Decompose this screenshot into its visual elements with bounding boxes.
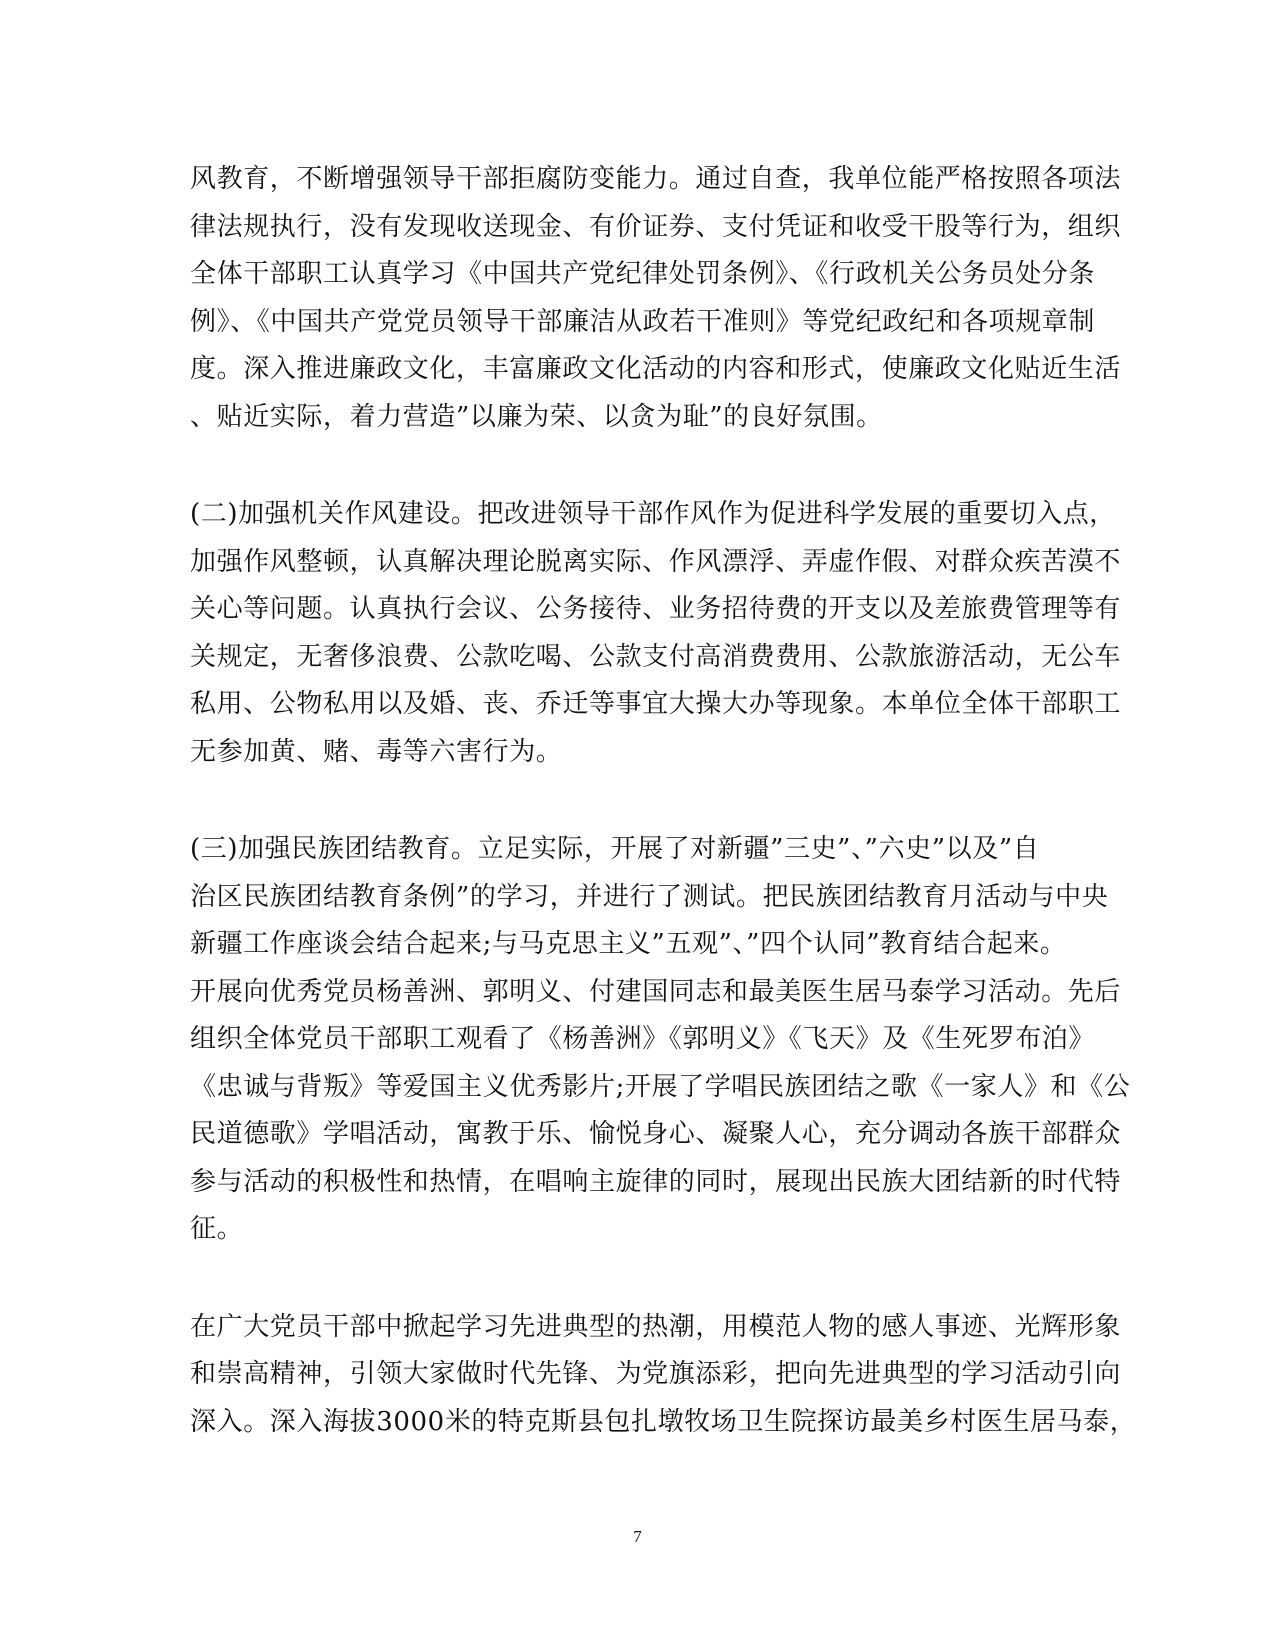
paragraph	[190, 1304, 1137, 1447]
text-line: 无参加黄、赌、毒等六害行为。	[190, 736, 563, 767]
text-line: 私用、公物私用以及婚、丧、乔迁等事宜大操大办等现象。本单位全体干部职工	[190, 689, 1122, 719]
text-line: 参与活动的积极性和热情，在唱响主旋律的同时，展现出民族大团结新的时代特	[190, 1166, 1122, 1197]
text-line: 关心等问题。认真执行会议、公务接待、业务招待费的开支以及差旅费管理等有	[190, 594, 1122, 624]
text-line: 律法规执行，没有发现收送现金、有价证券、支付凭证和收受干股等行为，组织	[190, 211, 1122, 242]
text-line: 关规定，无奢侈浪费、公款吃喝、公款支付高消费费用、公款旅游活动，无公车	[190, 641, 1122, 672]
text-line: 组织全体党员干部职工观看了《杨善洲》《郭明义》《飞天》及《生死罗布泊》	[190, 1024, 1096, 1054]
text-line: 民道德歌》学唱活动，寓教于乐、愉悦身心、凝聚人心，充分调动各族干部群众	[190, 1119, 1122, 1149]
page-number: 7	[633, 1527, 642, 1546]
text-line: 度。深入推进廉政文化，丰富廉政文化活动的内容和形式，使廉政文化贴近生活	[190, 354, 1122, 384]
text-line: 深入。深入海拔3000米的特克斯县包扎墩牧场卫生院探访最美乡村医生居马泰，	[190, 1406, 1137, 1437]
text-line: (三)加强民族团结教育。立足实际，开展了对新疆”三史”、”六史”以及”自	[190, 834, 1040, 864]
text-line: 开展向优秀党员杨善洲、郭明义、付建国同志和最美医生居马泰学习活动。先后	[190, 976, 1122, 1007]
paragraph-gap	[190, 1254, 1070, 1304]
text-line: 征。	[190, 1214, 244, 1244]
paragraph-gap	[190, 441, 1070, 491]
paragraph	[190, 491, 1122, 776]
text-line: 全体干部职工认真学习《中国共产党纪律处罚条例》、《行政机关公务员处分条	[190, 259, 1096, 289]
text-line: 新疆工作座谈会结合起来;与马克思主义”五观”、”四个认同”教育结合起来。	[190, 929, 1067, 959]
text-line: 、贴近实际，着力营造”以廉为荣、以贪为耻”的良好氛围。	[190, 401, 883, 432]
text-line: 风教育，不断增强领导干部拒腐防变能力。通过自查，我单位能严格按照各项法	[190, 164, 1122, 194]
text-line: 治区民族团结教育条例”的学习，并进行了测试。把民族团结教育月活动与中央	[190, 881, 1109, 912]
text-line: 和崇高精神，引领大家做时代先锋、为党旗添彩，把向先进典型的学习活动引向	[190, 1359, 1122, 1389]
paragraph	[190, 826, 1131, 1254]
paragraph	[190, 156, 1122, 441]
text-line: 《忠诚与背叛》等爱国主义优秀影片;开展了学唱民族团结之歌《一家人》和《公	[190, 1071, 1131, 1102]
text-line: (二)加强机关作风建设。把改进领导干部作风作为促进科学发展的重要切入点，	[190, 499, 1116, 529]
text-line: 加强作风整顿，认真解决理论脱离实际、作风漂浮、弄虚作假、对群众疾苦漠不	[190, 546, 1122, 577]
document-body	[190, 156, 1137, 1446]
text-line: 例》、《中国共产党党员领导干部廉洁从政若干准则》等党纪政纪和各项规章制	[190, 306, 1096, 337]
paragraph-gap	[190, 776, 1070, 826]
text-line: 在广大党员干部中掀起学习先进典型的热潮，用模范人物的感人事迹、光辉形象	[190, 1311, 1122, 1342]
